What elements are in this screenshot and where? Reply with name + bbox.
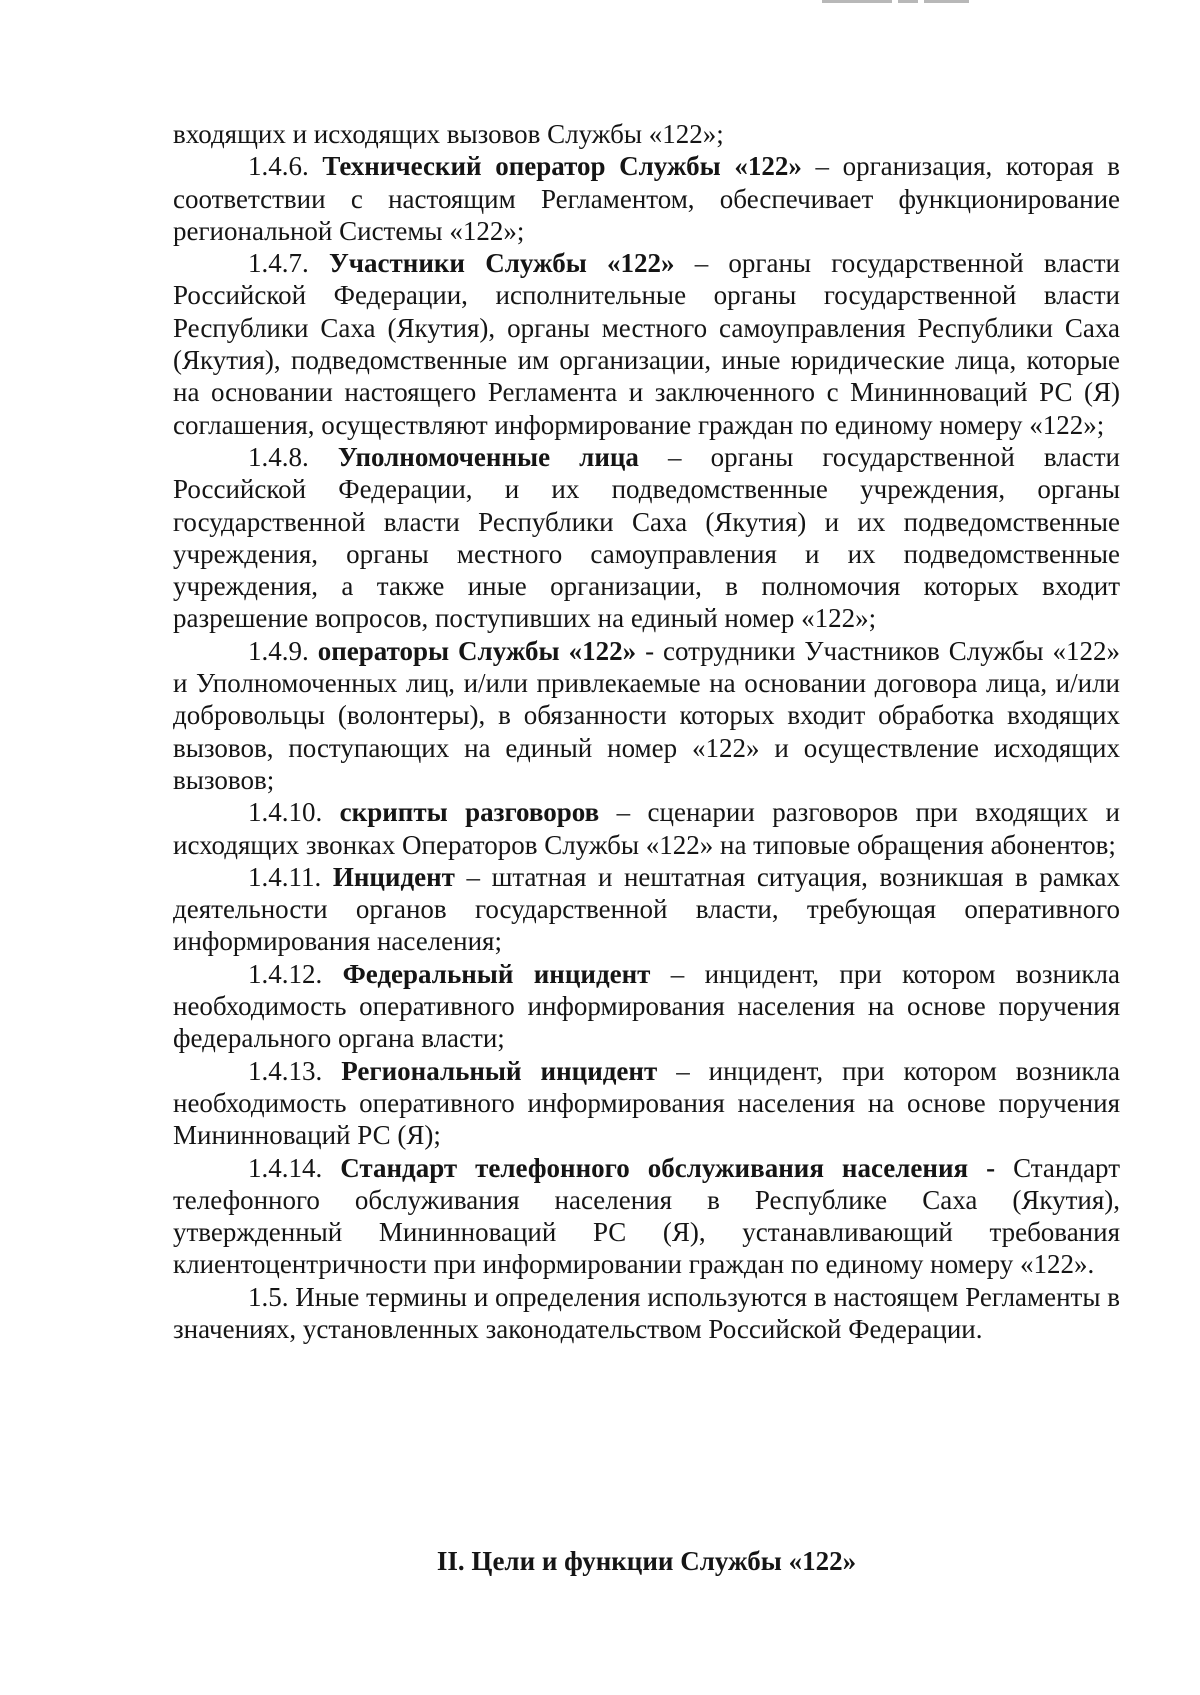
definition-text: – штатная и нештатная ситуация, возникшая в рамках деятельности органов государственной власти, требующая оперативного информирования населения;	[173, 861, 1121, 957]
defined-term: операторы Службы «122»	[317, 635, 637, 666]
defined-term: Инцидент	[332, 861, 455, 892]
clause-number: 1.4.7.	[248, 248, 309, 279]
paragraph-1-4-13	[173, 1055, 1120, 1152]
defined-term: скрипты разговоров	[339, 797, 600, 828]
definition-text: – инцидент, при котором возникла необходимость оперативного информирования населения на основе поручения Мининноваций РС (Я);	[173, 1055, 1121, 1151]
defined-term: Технический оператор Службы «122»	[322, 151, 802, 182]
defined-term: Федеральный инцидент	[342, 958, 651, 989]
clause-number: 1.4.6.	[248, 151, 309, 182]
definition-text: – органы государственной власти Российской Федерации, и их подведомственные учреждения, органы государственной власти Республики Саха (Якутия) и их подведомственные учреждения, органы местного самоуправления и их подведомственные учреждения, а также иные организации, в полномочия которых входит разрешение вопросов, поступивших на единый номер «122»;	[173, 441, 1121, 634]
paragraph-text: Иные термины и определения используются в настоящем Регламенты в значениях, установленных законодательством Российской Федерации.	[173, 1281, 1120, 1344]
section-heading: II. Цели и функции Службы «122»	[436, 1546, 857, 1576]
definition-text: – инцидент, при котором возникла необходимость оперативного информирования населения на основе поручения федерального органа власти;	[173, 958, 1121, 1054]
scan-artifact	[822, 0, 1002, 8]
clause-number: 1.4.8.	[248, 441, 309, 472]
document-body	[173, 118, 1120, 1345]
definition-text: Стандарт телефонного обслуживания населения в Республике Саха (Якутия), утвержденный Мининноваций РС (Я), устанавливающий требования клиентоцентричности при информировании граждан по единому номеру «122».	[173, 1152, 1121, 1280]
paragraph-1-4-14	[173, 1152, 1120, 1281]
paragraph-1-4-6	[173, 150, 1120, 247]
defined-term: Региональный инцидент	[341, 1055, 658, 1086]
clause-number: 1.4.10.	[248, 797, 323, 828]
clause-number: 1.5.	[248, 1281, 289, 1312]
clause-number: 1.4.14.	[248, 1152, 323, 1183]
definition-text: – сценарии разговоров при входящих и исходящих звонках Операторов Службы «122» на типовые обращения абонентов;	[173, 797, 1120, 860]
defined-term: Участники Службы «122»	[328, 248, 675, 279]
definition-text: – организация, которая в соответствии с настоящим Регламентом, обеспечивает функционирование региональной Системы «122»;	[173, 151, 1120, 246]
definition-text: – органы государственной власти Российской Федерации, исполнительные органы государственной власти Республики Саха (Якутия), органы местного самоуправления Республики Саха (Якутия), подведомственные им организации, иные юридические лица, которые на основании настоящего Регламента и заключенного с Мининноваций РС (Я) соглашения, осуществляют информирование граждан по единому номеру «122»;	[173, 248, 1121, 440]
paragraph-1-4-8	[173, 441, 1120, 635]
clause-number: 1.4.12.	[248, 958, 323, 989]
paragraph-continuation	[173, 118, 1120, 150]
paragraph-1-4-10	[173, 796, 1120, 861]
paragraph-1-5	[173, 1281, 1120, 1346]
clause-number: 1.4.13.	[248, 1055, 323, 1086]
defined-term: Уполномоченные лица	[337, 441, 639, 472]
paragraph-1-4-7	[173, 247, 1120, 441]
definition-text: - сотрудники Участников Службы «122» и Уполномоченных лиц, и/или привлекаемые на основании договора лица, и/или добровольцы (волонтеры), в обязанности которых входит обработка входящих вызовов, поступающих на единый номер «122» и осуществление исходящих вызовов;	[173, 635, 1120, 795]
defined-term: Стандарт телефонного обслуживания населения -	[340, 1152, 996, 1183]
clause-number: 1.4.11.	[248, 861, 322, 892]
paragraph-text: входящих и исходящих вызовов Службы «122»;	[173, 119, 724, 149]
paragraph-1-4-11	[173, 861, 1120, 958]
paragraph-1-4-9	[173, 635, 1120, 796]
clause-number: 1.4.9.	[248, 635, 309, 666]
paragraph-1-4-12	[173, 958, 1120, 1055]
